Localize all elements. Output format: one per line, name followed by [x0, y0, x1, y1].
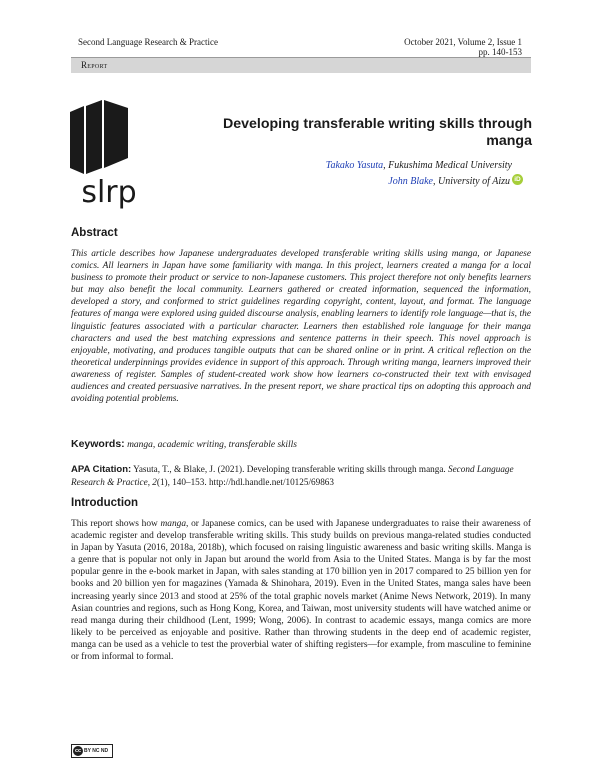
intro-text-2: , or Japanese comics, can be used with Japanese undergraduates to raise their awareness of academic register and develop transferable writing skills. This study builds on previous manga-related studies conducted in Japan by Yasuta (2016, 2018a, 2018b), which focused on raising linguistic awareness and basic writing skills. Manga is a genre that is popular not only in Japan but around the world from Asia to the United States. Manga is by far the most popular genre in the e-book market in Japan, with sales standing at 170 billion yen in 2017 compared to 25 billion yen for books and 20 billion yen for magazines (Yamada & Shinohara, 2019). Even in the United States, manga sales have been increasing yearly since 2013 and stood at 25% of the total graphic novels market (Anime News Network, 2019). In many Asian countries and regions, such as Hong Kong, Korea, and Taiwan, most university students will have watched anime or read manga during their childhood (Lent, 1999; Wong, 2006). In contrast to academic essays, manga comics are more likely to be perceived as enjoyable and positive. Rather than throwing students in the deep end of academic register, manga can be used as a vehicle to test the proverbial water of shifting registers—for example, from masculine to feminine or from informal to formal. — [71, 519, 532, 663]
keywords-text: manga, academic writing, transferable skills — [127, 440, 297, 450]
journal-name: Second Language Research & Practice — [78, 37, 218, 47]
keywords — [71, 438, 531, 450]
author-2 — [388, 176, 510, 187]
apa-text-2: , — [147, 477, 153, 488]
apa-volume: 2 — [152, 477, 157, 488]
slrp-logo-icon — [68, 98, 150, 210]
author-2-name[interactable]: John Blake — [388, 176, 433, 187]
abstract-text: This article describes how Japanese undergraduates developed transferable writing skills using manga, or Japanese comics. All learners in Japan have some familiarity with manga. In this project, learners created a manga for a local business to promote their product or service to non-Japanese customers. This project therefore not only benefits learners but may also benefit the local community. Learners gathered or created information, sequenced the information, developed a story, and conformed to strict guidelines regarding copyright, content, layout, and format. The language features of manga were explored using guided discourse analysis, enabling learners to identify role language—that is, the linguistic features associated with a particular character. Learners then established role language for their manga characters and used the best matching expressions and sentence patterns in their speech. This novel approach is enjoyable, motivating, and produces tangible outputs that can be shared online or in print. A critical reflection on the theoretical underpinnings provides evidence in support of this approach. Through writing manga, learners improved their awareness of register. Samples of student-created work show how learners co-constructed their text with envisaged audiences and created persuasive narratives. In the present report, we share practical tips on adopting this approach and avoiding potential problems. — [71, 249, 531, 405]
author-1-name[interactable]: Takako Yasuta — [325, 160, 384, 171]
issue-info — [404, 37, 522, 57]
cc-license-text: BY NC ND — [84, 748, 109, 754]
apa-text-3[interactable]: (1), 140–153. http://hdl.handle.net/10125/69863 — [156, 477, 334, 488]
author-2-affiliation: , University of Aizu — [432, 176, 510, 187]
keywords-label: Keywords: — [71, 438, 125, 450]
author-1-affiliation: , Fukushima Medical University — [383, 160, 512, 171]
article-title: Developing transferable writing skills through manga — [222, 116, 532, 149]
issue-date: October 2021, Volume 2, Issue 1 — [404, 37, 522, 47]
logo-text: slrp — [81, 175, 137, 210]
apa-label: APA Citation: — [71, 464, 132, 475]
section-label: Report — [81, 60, 108, 70]
apa-text-1: Yasuta, T., & Blake, J. (2021). Developing transferable writing skills through manga. — [131, 464, 449, 474]
cc-icon: cc — [74, 748, 82, 754]
section-bar — [71, 57, 531, 73]
author-1 — [326, 160, 512, 171]
abstract-heading: Abstract — [71, 227, 118, 239]
apa-journal: Second Language Research & Practice — [71, 464, 514, 488]
intro-text-1: This report shows how — [71, 519, 161, 529]
introduction-heading: Introduction — [71, 497, 139, 509]
intro-manga-term: manga — [160, 519, 187, 529]
introduction-text — [71, 518, 531, 663]
cc-license-badge[interactable] — [71, 744, 113, 758]
apa-citation — [71, 463, 531, 489]
page-range: pp. 140-153 — [478, 47, 522, 57]
slrp-logo — [68, 98, 150, 210]
orcid-icon[interactable]: iD — [512, 174, 523, 185]
